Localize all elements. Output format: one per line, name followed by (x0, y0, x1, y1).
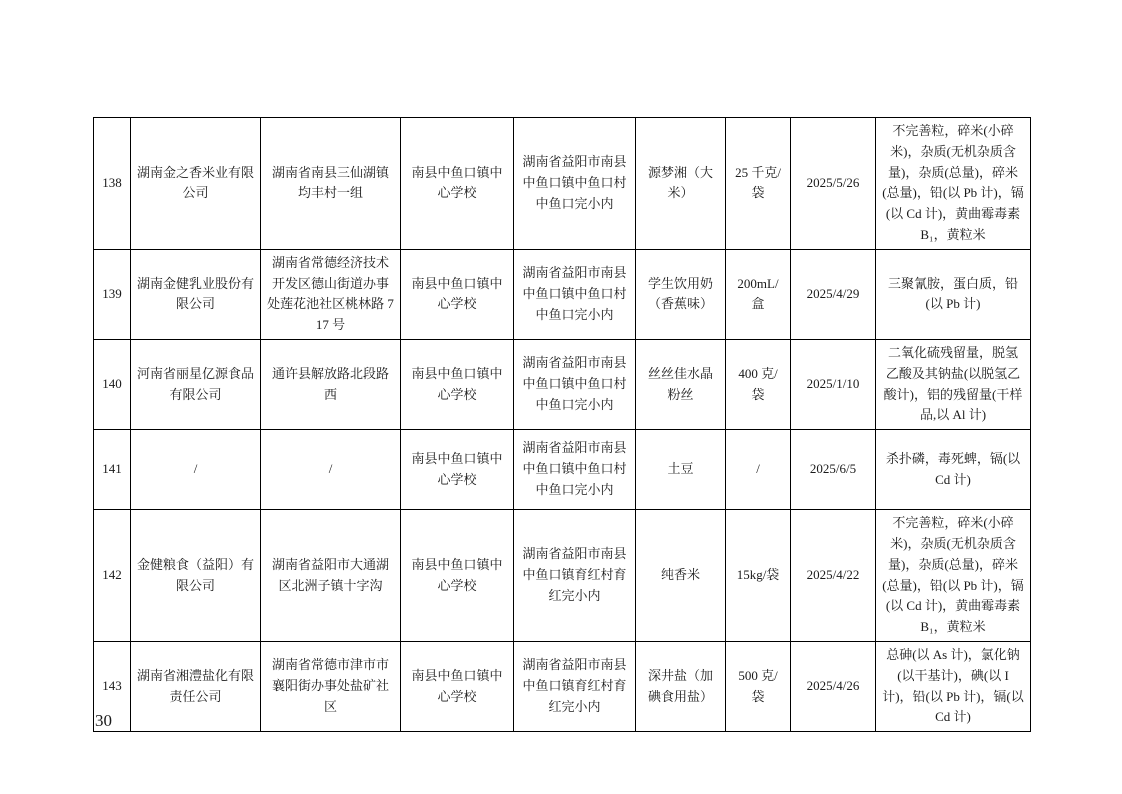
cell-sample-name: 纯香米 (636, 510, 726, 642)
table-row (94, 430, 1031, 510)
cell-spec: 25 千克/袋 (726, 118, 791, 250)
cell-sampled-unit-address: 湖南省益阳市南县中鱼口镇育红村育红完小内 (514, 510, 636, 642)
cell-spec: 200mL/盒 (726, 249, 791, 339)
table-row (94, 339, 1031, 429)
cell-sampled-unit-address: 湖南省益阳市南县中鱼口镇育红村育红完小内 (514, 641, 636, 731)
cell-sampled-unit: 南县中鱼口镇中心学校 (401, 510, 514, 642)
cell-date: 2025/5/26 (791, 118, 876, 250)
cell-spec: 400 克/袋 (726, 339, 791, 429)
table-row (94, 641, 1031, 731)
cell-items: 不完善粒，碎米(小碎米)，杂质(无机杂质含量)，杂质(总量)，碎米(总量)，铅(以 Pb 计)，镉(以 Cd 计)，黄曲霉毒素 B₁，黄粒米 (876, 118, 1031, 250)
cell-sampled-unit: 南县中鱼口镇中心学校 (401, 249, 514, 339)
cell-sampled-unit: 南县中鱼口镇中心学校 (401, 430, 514, 510)
cell-spec: / (726, 430, 791, 510)
cell-date: 2025/4/29 (791, 249, 876, 339)
cell-producer: 湖南金之香米业有限公司 (131, 118, 261, 250)
cell-seq: 143 (94, 641, 131, 731)
cell-producer: 湖南省湘澧盐化有限责任公司 (131, 641, 261, 731)
cell-date: 2025/6/5 (791, 430, 876, 510)
cell-sample-name: 源梦湘（大米） (636, 118, 726, 250)
cell-producer-address: 通许县解放路北段路西 (261, 339, 401, 429)
cell-sampled-unit: 南县中鱼口镇中心学校 (401, 339, 514, 429)
cell-seq: 141 (94, 430, 131, 510)
table-row (94, 118, 1031, 250)
cell-seq: 139 (94, 249, 131, 339)
cell-sampled-unit: 南县中鱼口镇中心学校 (401, 118, 514, 250)
cell-producer-address: 湖南省常德市津市市襄阳街办事处盐矿社区 (261, 641, 401, 731)
cell-date: 2025/1/10 (791, 339, 876, 429)
cell-sampled-unit-address: 湖南省益阳市南县中鱼口镇中鱼口村中鱼口完小内 (514, 249, 636, 339)
cell-seq: 142 (94, 510, 131, 642)
cell-sample-name: 土豆 (636, 430, 726, 510)
cell-items: 不完善粒，碎米(小碎米)，杂质(无机杂质含量)，杂质(总量)，碎米(总量)，铅(以 Pb 计)，镉(以 Cd 计)，黄曲霉毒素 B₁，黄粒米 (876, 510, 1031, 642)
cell-producer-address: / (261, 430, 401, 510)
cell-spec: 15kg/袋 (726, 510, 791, 642)
cell-sample-name: 深井盐（加碘食用盐） (636, 641, 726, 731)
cell-producer: 金健粮食（益阳）有限公司 (131, 510, 261, 642)
cell-sampled-unit-address: 湖南省益阳市南县中鱼口镇中鱼口村中鱼口完小内 (514, 430, 636, 510)
cell-seq: 140 (94, 339, 131, 429)
cell-items: 总砷(以 As 计)，氯化钠(以干基计)，碘(以 I 计)，铅(以 Pb 计)，镉(以 Cd 计) (876, 641, 1031, 731)
cell-date: 2025/4/22 (791, 510, 876, 642)
cell-producer: 河南省丽星亿源食品有限公司 (131, 339, 261, 429)
table-row (94, 249, 1031, 339)
cell-spec: 500 克/袋 (726, 641, 791, 731)
cell-seq: 138 (94, 118, 131, 250)
inspection-table (93, 117, 1031, 732)
page-number: 30 (95, 711, 112, 730)
cell-items: 二氧化硫残留量，脱氢乙酸及其钠盐(以脱氢乙酸计)，铝的残留量(干样品,以 Al 计) (876, 339, 1031, 429)
cell-sampled-unit-address: 湖南省益阳市南县中鱼口镇中鱼口村中鱼口完小内 (514, 339, 636, 429)
cell-date: 2025/4/26 (791, 641, 876, 731)
cell-items: 杀扑磷，毒死蜱，镉(以 Cd 计) (876, 430, 1031, 510)
cell-sampled-unit: 南县中鱼口镇中心学校 (401, 641, 514, 731)
cell-sample-name: 学生饮用奶（香蕉味） (636, 249, 726, 339)
cell-producer: 湖南金健乳业股份有限公司 (131, 249, 261, 339)
cell-producer-address: 湖南省益阳市大通湖区北洲子镇十字沟 (261, 510, 401, 642)
cell-producer: / (131, 430, 261, 510)
cell-producer-address: 湖南省常德经济技术开发区德山街道办事处莲花池社区桃林路 717 号 (261, 249, 401, 339)
table-row (94, 510, 1031, 642)
cell-producer-address: 湖南省南县三仙湖镇均丰村一组 (261, 118, 401, 250)
cell-items: 三聚氰胺，蛋白质，铅(以 Pb 计) (876, 249, 1031, 339)
cell-sample-name: 丝丝佳水晶粉丝 (636, 339, 726, 429)
cell-sampled-unit-address: 湖南省益阳市南县中鱼口镇中鱼口村中鱼口完小内 (514, 118, 636, 250)
